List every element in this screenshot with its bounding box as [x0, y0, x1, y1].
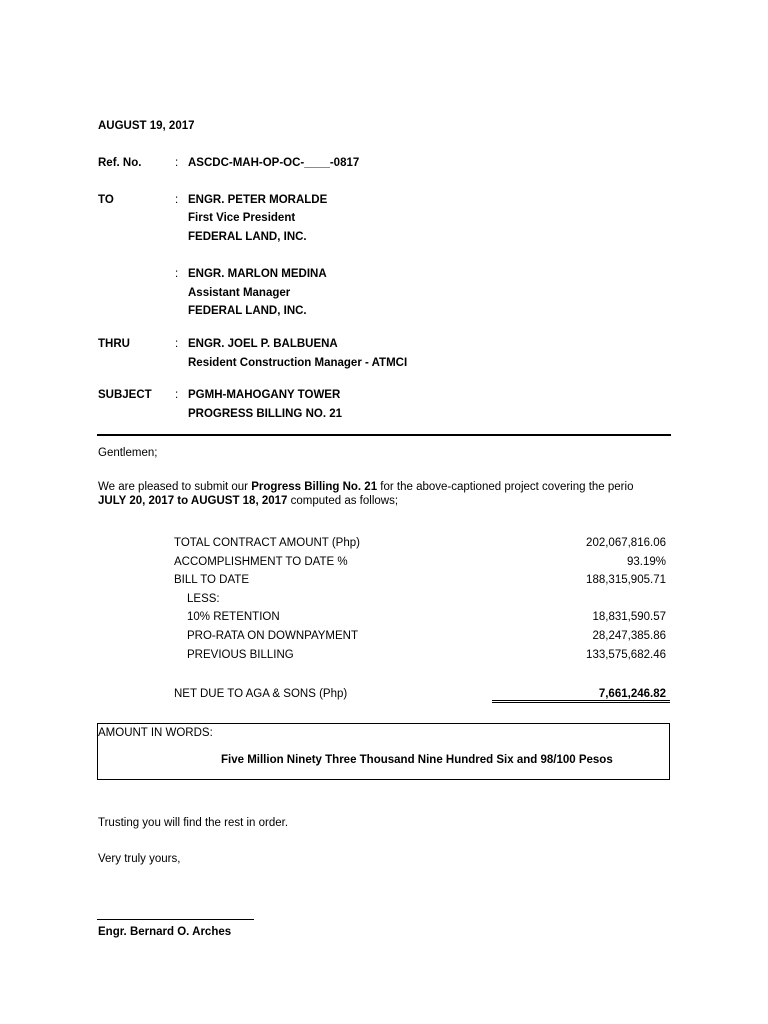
ref-label: Ref. No.: [98, 157, 142, 169]
amount-in-words-label: AMOUNT IN WORDS:: [98, 727, 213, 739]
closing-line-1: Trusting you will find the rest in order.: [98, 817, 289, 829]
recipient-2-title: Assistant Manager: [188, 287, 291, 299]
accomplishment-value: 93.19%: [626, 556, 666, 568]
signatory-name: Engr. Bernard O. Arches: [98, 926, 232, 938]
thru-label: THRU: [98, 338, 130, 350]
accomplishment-label: ACCOMPLISHMENT TO DATE %: [174, 556, 348, 568]
body-p2-rest: computed as follows;: [287, 495, 399, 507]
subject-colon: :: [175, 389, 179, 401]
total-contract-label: TOTAL CONTRACT AMOUNT (Php): [174, 537, 360, 549]
total-contract-value: 202,067,816.06: [586, 537, 666, 549]
subject-label: SUBJECT: [98, 389, 152, 401]
bill-to-date-value: 188,315,905.71: [586, 574, 666, 586]
prorata-label: PRO-RATA ON DOWNPAYMENT: [187, 630, 359, 642]
to-colon-2: :: [175, 268, 179, 280]
to-label: TO: [98, 194, 114, 206]
header-divider: [97, 434, 671, 436]
previous-billing-label: PREVIOUS BILLING: [187, 649, 294, 661]
to-colon-1: :: [175, 194, 179, 206]
subject-line-2: PROGRESS BILLING NO. 21: [188, 408, 342, 420]
recipient-1-company: FEDERAL LAND, INC.: [188, 231, 307, 243]
recipient-1-title: First Vice President: [188, 212, 296, 224]
thru-colon: :: [175, 338, 179, 350]
subject-line-1: PGMH-MAHOGANY TOWER: [188, 389, 341, 401]
retention-value: 18,831,590.57: [592, 611, 666, 623]
net-due-label: NET DUE TO AGA & SONS (Php): [174, 688, 348, 700]
body-p1-bold: Progress Billing No. 21: [251, 481, 378, 493]
signature-line: [97, 919, 254, 920]
closing-line-2: Very truly yours,: [98, 853, 181, 865]
body-p1: We are pleased to submit our: [98, 481, 252, 493]
thru-title: Resident Construction Manager - ATMCI: [188, 357, 408, 369]
recipient-1-name: ENGR. PETER MORALDE: [188, 194, 328, 206]
ref-value: ASCDC-MAH-OP-OC-____-0817: [188, 157, 360, 169]
body-line-1: [98, 481, 633, 493]
amount-in-words-text: Five Million Ninety Three Thousand Nine Hundred Six and 98/100 Pesos: [221, 754, 613, 766]
salutation: Gentlemen;: [98, 447, 158, 459]
bill-to-date-label: BILL TO DATE: [174, 574, 249, 586]
thru-name: ENGR. JOEL P. BALBUENA: [188, 338, 338, 350]
net-due-value: 7,661,246.82: [598, 688, 666, 700]
recipient-2-company: FEDERAL LAND, INC.: [188, 305, 307, 317]
previous-billing-value: 133,575,682.46: [586, 649, 666, 661]
body-p2-bold: JULY 20, 2017 to AUGUST 18, 2017: [98, 495, 288, 507]
recipient-2-name: ENGR. MARLON MEDINA: [188, 268, 327, 280]
retention-label: 10% RETENTION: [187, 611, 280, 623]
letter-date: AUGUST 19, 2017: [98, 120, 195, 132]
prorata-value: 28,247,385.86: [592, 630, 666, 642]
body-p1-rest: for the above-captioned project covering the perio: [377, 481, 634, 493]
body-line-2: [98, 495, 398, 507]
ref-colon: :: [175, 157, 179, 169]
less-label: LESS:: [187, 593, 220, 605]
